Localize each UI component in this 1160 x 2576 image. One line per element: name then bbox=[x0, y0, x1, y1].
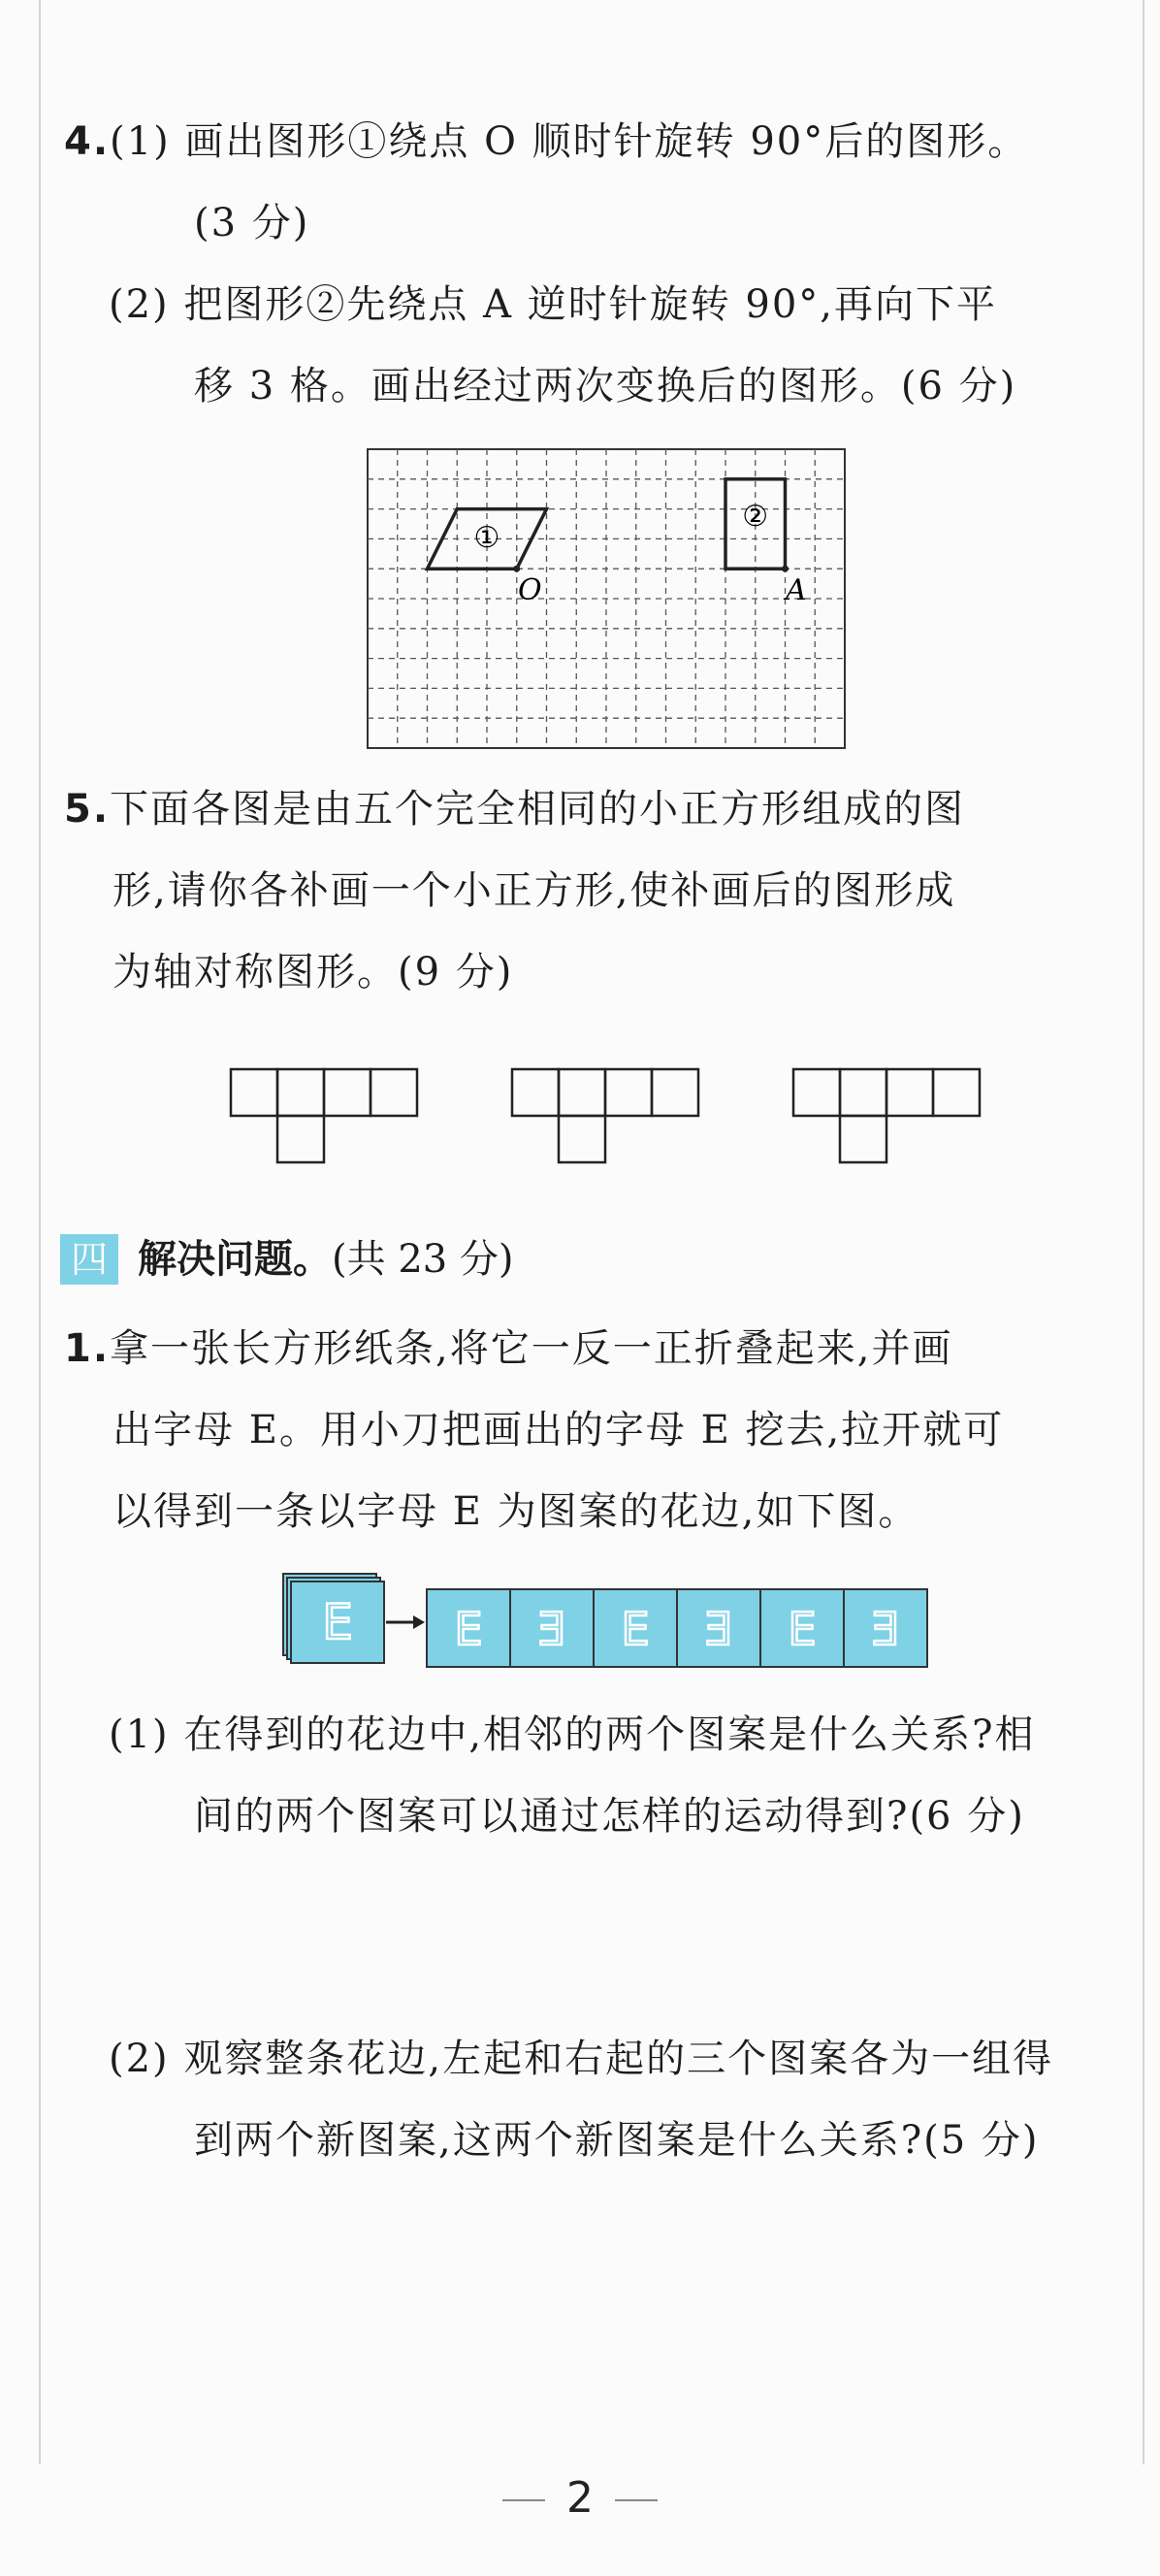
shape-2-label: ② bbox=[742, 500, 769, 534]
point-a-label: A bbox=[786, 573, 807, 607]
section-title bbox=[138, 1232, 514, 1287]
s4q1-part1-line2: 间的两个图案可以通过怎样的运动得到?(6 分) bbox=[194, 1794, 1025, 1839]
strip-letter-e-4: E bbox=[704, 1603, 733, 1655]
s4q1-line2: 出字母 E。用小刀把画出的字母 E 挖去,拉开就可 bbox=[113, 1408, 1005, 1452]
strip-letter-e-3: E bbox=[621, 1603, 650, 1655]
q4-part2-line2: 移 3 格。画出经过两次变换后的图形。(6 分) bbox=[194, 364, 1017, 408]
folded-letter-e: E bbox=[322, 1594, 353, 1650]
section-subtitle: (共 23 分) bbox=[332, 1237, 514, 1282]
s4q1-text-1: 拿一张长方形纸条,将它一反一正折叠起来,并画 bbox=[110, 1326, 953, 1371]
s4q1-part2-line2: 到两个新图案,这两个新图案是什么关系?(5 分) bbox=[194, 2118, 1040, 2163]
five-square-shape-1 bbox=[229, 1067, 423, 1164]
rotation-grid-figure bbox=[367, 448, 846, 749]
q5-line1 bbox=[64, 782, 965, 836]
page-footer bbox=[0, 2464, 1160, 2532]
section-title-text: 解决问题。 bbox=[138, 1237, 332, 1282]
point-o-label: O bbox=[518, 573, 542, 607]
strip-letter-e-5: E bbox=[788, 1603, 817, 1655]
strip-letter-e-2: E bbox=[537, 1603, 566, 1655]
strip-letter-e-6: E bbox=[871, 1603, 900, 1655]
letter-e-strip-figure bbox=[281, 1570, 931, 1667]
q4-part1-score: (3 分) bbox=[194, 201, 310, 245]
s4q1-part2-line1: (2) 观察整条花边,左起和右起的三个图案各为一组得 bbox=[109, 2037, 1054, 2081]
s4q1-line3: 以得到一条以字母 E 为图案的花边,如下图。 bbox=[113, 1489, 919, 1534]
s4q1-line1 bbox=[64, 1321, 952, 1376]
s4q1-number: 1. bbox=[64, 1326, 111, 1371]
q4-part1-text: (1) 画出图形①绕点 O 顺时针旋转 90°后的图形。 bbox=[110, 119, 1029, 164]
s4q1-part1-line1: (1) 在得到的花边中,相邻的两个图案是什么关系?相 bbox=[109, 1712, 1036, 1757]
strip-letter-e-1: E bbox=[454, 1603, 483, 1655]
q5-line2: 形,请你各补画一个小正方形,使补画后的图形成 bbox=[113, 868, 956, 913]
q5-text-1: 下面各图是由五个完全相同的小正方形组成的图 bbox=[110, 787, 966, 831]
section-badge: 四 bbox=[60, 1234, 118, 1285]
page-number: 2 bbox=[566, 2473, 594, 2523]
q4-part2-line1: (2) 把图形②先绕点 A 逆时针旋转 90°,再向下平 bbox=[109, 282, 998, 327]
q5-number: 5. bbox=[64, 787, 111, 831]
shape-1-label: ① bbox=[473, 521, 500, 555]
q4-number: 4. bbox=[64, 119, 111, 164]
five-square-shape-3 bbox=[791, 1067, 985, 1164]
q5-line3: 为轴对称图形。(9 分) bbox=[113, 950, 514, 995]
five-square-shape-2 bbox=[510, 1067, 704, 1164]
q4-line1 bbox=[64, 114, 1028, 169]
